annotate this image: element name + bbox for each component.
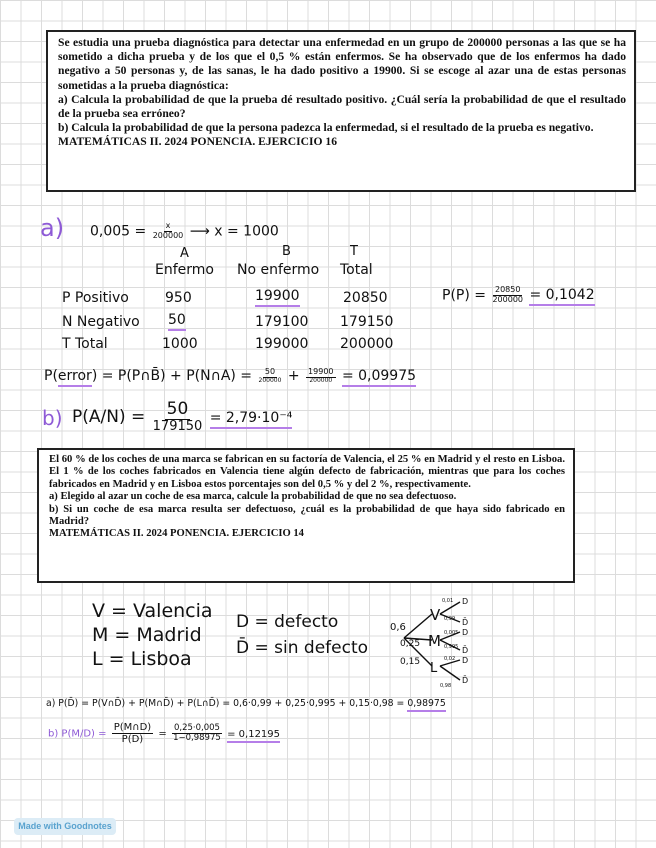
equation-lhs: 0,005 = (90, 223, 147, 240)
def-sin-defecto: D̄ = sin defecto (236, 638, 369, 658)
header-total: Total (340, 262, 373, 278)
leaf-prob: 0,01 (442, 598, 454, 604)
problem-1-source: MATEMÁTICAS II. 2024 PONENCIA. EJERCICIO 16 (58, 135, 338, 149)
pp-result: = 0,1042 (529, 287, 594, 306)
perror-fraction-2 (306, 368, 335, 384)
cell: 50 (168, 312, 186, 331)
leaf-label: D̄ (462, 646, 469, 655)
goodnotes-logo: Made with Goodnotes (14, 818, 116, 835)
pmd-result: = 0,12195 (227, 729, 280, 743)
equation-result: x = 1000 (214, 223, 279, 240)
leaf-prob: 0,02 (444, 656, 456, 662)
problem-2-text: El 60 % de los coches de una marca se fabrican en su factoría de Valencia, el 25 % en Madrid y el resto en Lisboa. El 1 % de los coches fabricados en Valencia tiene algún defecto de fabricación, mientras que para los coches fabricados en Madrid y en Lisboa estos porcentajes son del 0,5 % y del 2 %, respectivamente. (49, 454, 565, 490)
pb-denominator: 179150 (152, 418, 203, 434)
leaf-label: D (462, 628, 469, 637)
header-enfermo: Enfermo (155, 262, 214, 278)
perror-denominator-2: 200000 (309, 376, 333, 384)
pmd-fraction-1 (112, 722, 153, 745)
tree-node: M (428, 632, 441, 650)
equation-percent-sick (90, 222, 279, 241)
pnd-result: 0,98975 (407, 698, 445, 712)
leaf-prob: 0,005 (444, 630, 459, 636)
equals-sign: = (158, 728, 167, 740)
probability-sick-given-negative (72, 400, 292, 434)
row-label-negativo: N Negativo (62, 314, 140, 330)
leaf-label: D̄ (462, 618, 469, 627)
perror-numerator-1: 50 (264, 367, 276, 376)
arrow-icon: ⟶ (189, 223, 210, 240)
col-letter-t: T (350, 244, 358, 259)
perror-open: P( (44, 368, 58, 385)
def-madrid: M = Madrid (92, 624, 202, 646)
cell: 1000 (162, 336, 198, 352)
problem-1-statement (46, 30, 636, 192)
problem-1-part-a: a) Calcula la probabilidad de que la prueba dé resultado positivo. ¿Cuál sería la probabilidad de que el resultado de la prueba sea erróneo? (58, 92, 626, 121)
perror-expression: ) = P(P∩B̄) + P(N∩A) = (91, 368, 253, 385)
solution-1-a-label: a) (40, 214, 65, 242)
pmd-numerator: P(M∩D) (113, 722, 152, 733)
pb-fraction (153, 400, 203, 434)
cell: 179150 (340, 314, 394, 330)
problem-1-text: Se estudia una prueba diagnóstica para detectar una enfermedad en un grupo de 200000 personas a las que se ha sometido a dicha prueba y de los que el 0,5 % están enfermos. Se ha observado que de los enfermos ha dado negativo a 50 personas y, de las sanas, le ha dado positivo a 19900. Si se escoge al azar una de estas personas sometidas a la prueba diagnóstica: (58, 36, 626, 92)
tree-node: L (430, 661, 438, 676)
pmd-numerator-2: 0,25·0,005 (173, 722, 220, 733)
leaf-prob: 0,99 (444, 616, 456, 622)
branch-prob: 0,15 (400, 657, 421, 667)
problem-2-statement (37, 448, 575, 583)
perror-numerator-2: 19900 (308, 367, 334, 376)
problem-2-part-b: b) Si un coche de esa marca resulta ser defectuoso, ¿cuál es la probabilidad de que haya sido fabricado en Madrid? (49, 503, 565, 528)
problem-2-source: MATEMÁTICAS II. 2024 PONENCIA. EJERCICIO 14 (49, 528, 304, 540)
row-label-total: T Total (62, 336, 108, 352)
plus-sign: + (287, 368, 300, 385)
probability-no-defect (46, 698, 446, 709)
pp-lhs: P(P) = (442, 287, 486, 304)
equation-fraction (153, 222, 184, 241)
pb-result: = 2,79·10⁻⁴ (210, 410, 293, 429)
def-valencia: V = Valencia (92, 600, 213, 622)
pmd-fraction-2 (172, 724, 222, 744)
leaf-prob: 0,995 (444, 644, 459, 650)
probability-madrid-given-defect (48, 722, 280, 745)
probability-error (44, 368, 416, 384)
cell: 179100 (255, 314, 309, 330)
def-lisboa: L = Lisboa (92, 648, 192, 670)
pmd-denominator: P(D) (121, 734, 144, 745)
probability-positive (442, 286, 595, 305)
leaf-label: D̄ (462, 676, 469, 685)
col-letter-a: A (180, 246, 189, 261)
perror-denominator-1: 200000 (258, 376, 282, 384)
pp-fraction (492, 286, 523, 305)
def-defecto: D = defecto (236, 612, 339, 632)
equation-numerator: x (165, 221, 171, 230)
branch-prob: 0,6 (390, 622, 406, 633)
cell: 199000 (255, 336, 309, 352)
cell: 19900 (255, 288, 300, 307)
pmd-denominator-2: 1−0,98975 (173, 733, 221, 743)
header-no-enfermo: No enfermo (237, 262, 320, 278)
pmd-lhs: b) P(M/D) = (48, 728, 107, 740)
cell: 200000 (340, 336, 394, 352)
probability-tree (384, 590, 474, 690)
problem-1-part-b: b) Calcula la probabilidad de que la persona padezca la enfermedad, si el resultado de la prueba es negativo. (58, 121, 594, 135)
row-label-positivo: P Positivo (62, 290, 129, 306)
leaf-label: D (462, 597, 469, 606)
problem-2-part-a: a) Elegido al azar un coche de esa marca, calcule la probabilidad de que no sea defectuoso. (49, 491, 457, 503)
tree-node: V (430, 606, 441, 624)
cell: 20850 (343, 290, 388, 306)
cell: 950 (165, 290, 192, 306)
pp-numerator: 20850 (495, 285, 521, 294)
pb-lhs: P(A/N) = (72, 406, 146, 427)
branch-prob: 0,25 (400, 639, 421, 649)
pnd-expression: a) P(D̄) = P(V∩D̄) + P(M∩D̄) + P(L∩D̄) = 0,6·0,99 + 0,25·0,995 + 0,15·0,98 = (46, 698, 405, 709)
solution-1-b-label: b) (42, 406, 63, 430)
equation-denominator: 200000 (152, 230, 184, 240)
perror-word: error (58, 368, 92, 387)
perror-result: = 0,09975 (342, 368, 416, 387)
leaf-prob: 0,98 (440, 683, 452, 689)
pb-numerator: 50 (166, 399, 189, 419)
pp-denominator: 200000 (492, 294, 523, 304)
leaf-label: D (462, 656, 469, 665)
perror-fraction-1 (259, 368, 282, 384)
col-letter-b: B (282, 244, 291, 259)
